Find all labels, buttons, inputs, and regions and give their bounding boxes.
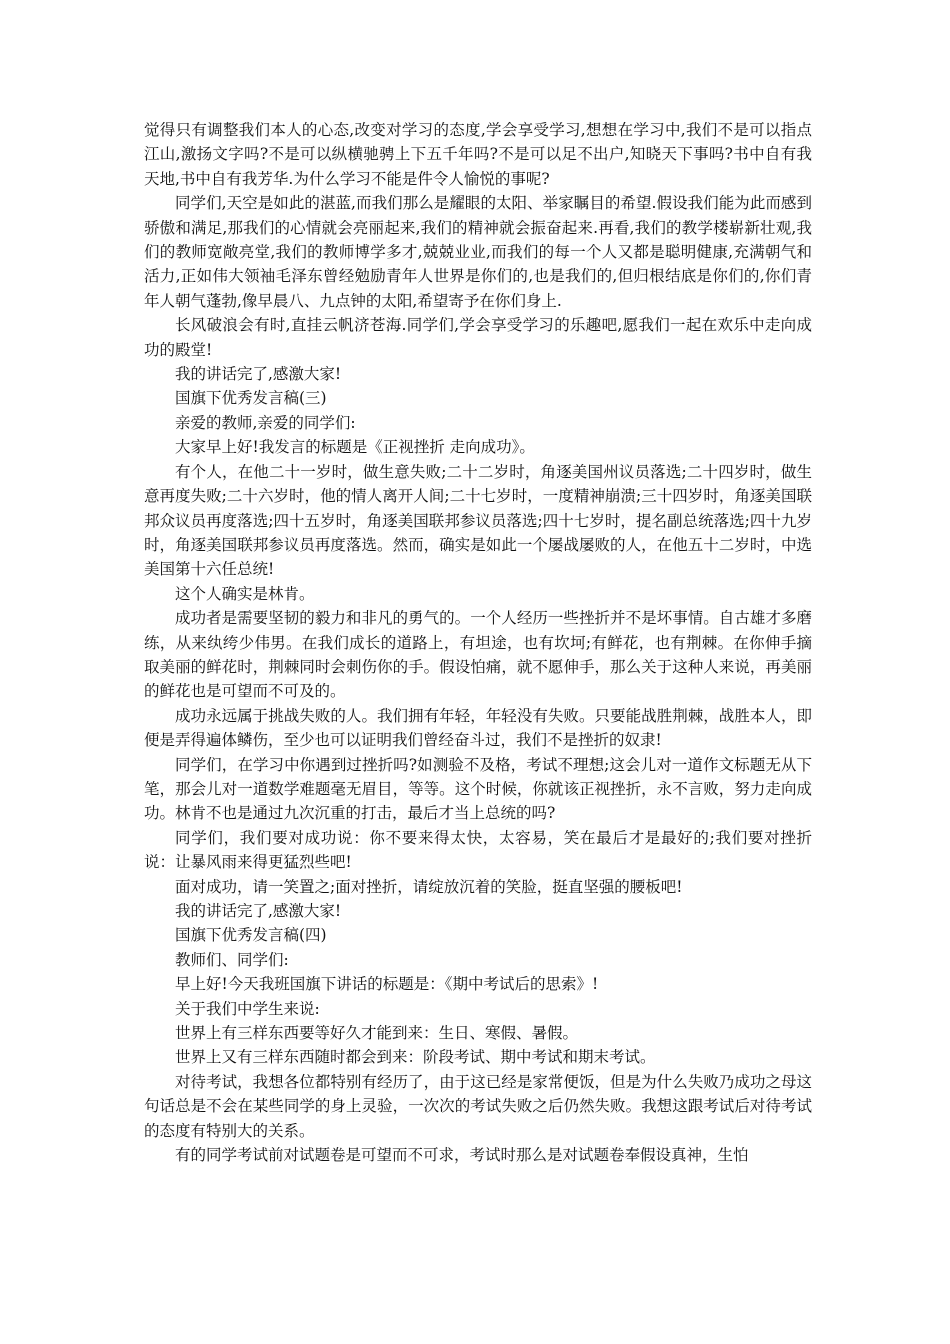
paragraph-sky: 同学们,天空是如此的湛蓝,而我们那么是耀眼的太阳、举家瞩目的希望.假设我们能为此而感到骄傲和满足,那我们的心情就会亮丽起来,我们的精神就会振奋起来.再看,我们的教学楼崭新壮观,我们的教师宽敞亮堂,我们的教师博学多才,兢兢业业,而我们的每一个人又都是聪明健康,充满朝气和活力,正如伟大领袖毛泽东曾经勉励青年人世界是你们的,也是我们的,但归根结底是你们的,你们青年人朝气蓬勃,像早晨八、九点钟的太阳,希望寄予在你们身上. <box>144 194 812 310</box>
paragraph-for-students: 关于我们中学生来说: <box>175 999 320 1018</box>
greeting-4: 教师们、同学们: <box>175 950 289 969</box>
paragraph-tell-success: 同学们，我们要对成功说：你不要来得太快，太容易，笑在最后才是最好的;我们要对挫折说：让暴风雨来得更猛烈些吧! <box>144 828 812 872</box>
paragraph-challenge: 成功永远属于挑战失败的人。我们拥有年轻，年轻没有失败。只要能战胜荆棘，战胜本人，即便是弄得遍体鳞伤，至少也可以证明我们曾经奋斗过，我们不是挫折的奴隶! <box>144 706 812 750</box>
paragraph-last: 有的同学考试前对试题卷是可望而不可求，考试时那么是对试题卷奉假设真神，生怕 <box>175 1146 749 1165</box>
greeting-3: 亲爱的教师,亲爱的同学们: <box>175 413 356 432</box>
section-heading-3: 国旗下优秀发言稿(三) <box>175 389 327 408</box>
section-heading-4: 国旗下优秀发言稿(四) <box>175 926 327 945</box>
paragraph-thanks-1: 我的讲话完了,感激大家! <box>175 365 342 384</box>
paragraph-wind: 长风破浪会有时,直挂云帆济苍海.同学们,学会享受学习的乐趣吧,愿我们一起在欢乐中走向成功的殿堂! <box>144 316 812 359</box>
paragraph-exams: 对待考试，我想各位都特别有经历了，由于这已经是家常便饭，但是为什么失败乃成功之母这句话总是不会在某些同学的身上灵验，一次次的考试失败之后仍然失败。我想这跟考试后对待考试的态度有特别大的关系。 <box>144 1072 812 1140</box>
paragraph-setbacks: 同学们，在学习中你遇到过挫折吗?如测验不及格，考试不理想;这会儿对一道作文标题无从下笔，那会儿对一道数学难题毫无眉目，等等。这个时候，你就该正视挫折，永不言败，努力走向成功。林肯不也是通过九次沉重的打击，最后才当上总统的吗? <box>144 755 812 823</box>
document-page <box>144 118 812 1167</box>
paragraph-perseverance: 成功者是需要坚韧的毅力和非凡的勇气的。一个人经历一些挫折并不是坏事情。自古雄才多磨练，从来纨绔少伟男。在我们成长的道路上，有坦途，也有坎坷;有鲜花，也有荆棘。在你伸手摘取美丽的鲜花时，荆棘同时会刺伤你的手。假设怕痛，就不愿伸手，那么关于这种人来说，再美丽的鲜花也是可望而不可及的。 <box>144 609 812 701</box>
paragraph-face: 面对成功，请一笑置之;面对挫折，请绽放沉着的笑脸，挺直坚强的腰板吧! <box>175 877 683 896</box>
paragraph-intro: 觉得只有调整我们本人的心态,改变对学习的态度,学会享受学习,想想在学习中,我们不是可以指点江山,激扬文字吗?不是可以纵横驰骋上下五千年吗?不是可以足不出户,知晓天下事吗?书中自有我天地,书中自有我芳华.为什么学习不能是件令人愉悦的事呢? <box>144 121 812 188</box>
paragraph-title-4: 早上好!今天我班国旗下讲话的标题是：《期中考试后的思索》! <box>175 975 599 994</box>
paragraph-three-things-2: 世界上又有三样东西随时都会到来：阶段考试、期中考试和期末考试。 <box>175 1048 656 1067</box>
paragraph-title-3: 大家早上好!我发言的标题是《正视挫折 走向成功》。 <box>175 438 535 457</box>
paragraph-three-things-1: 世界上有三样东西要等好久才能到来：生日、寒假、暑假。 <box>175 1024 579 1043</box>
paragraph-thanks-2: 我的讲话完了,感激大家! <box>175 902 342 920</box>
paragraph-lincoln: 这个人确实是林肯。 <box>175 584 315 603</box>
paragraph-lincoln-story: 有个人，在他二十一岁时，做生意失败;二十二岁时，角逐美国州议员落选;二十四岁时，做生意再度失败;二十六岁时，他的情人离开人间;二十七岁时，一度精神崩溃;三十四岁时，角逐美国联邦众议员再度落选;四十五岁时，角逐美国联邦参议员落选;四十七岁时，提名副总统落选;四十九岁时，角逐美国联邦参议员再度落选。然而，确实是如此一个屡战屡败的人，在他五十二岁时，中选美国第十六任总统! <box>144 462 812 579</box>
